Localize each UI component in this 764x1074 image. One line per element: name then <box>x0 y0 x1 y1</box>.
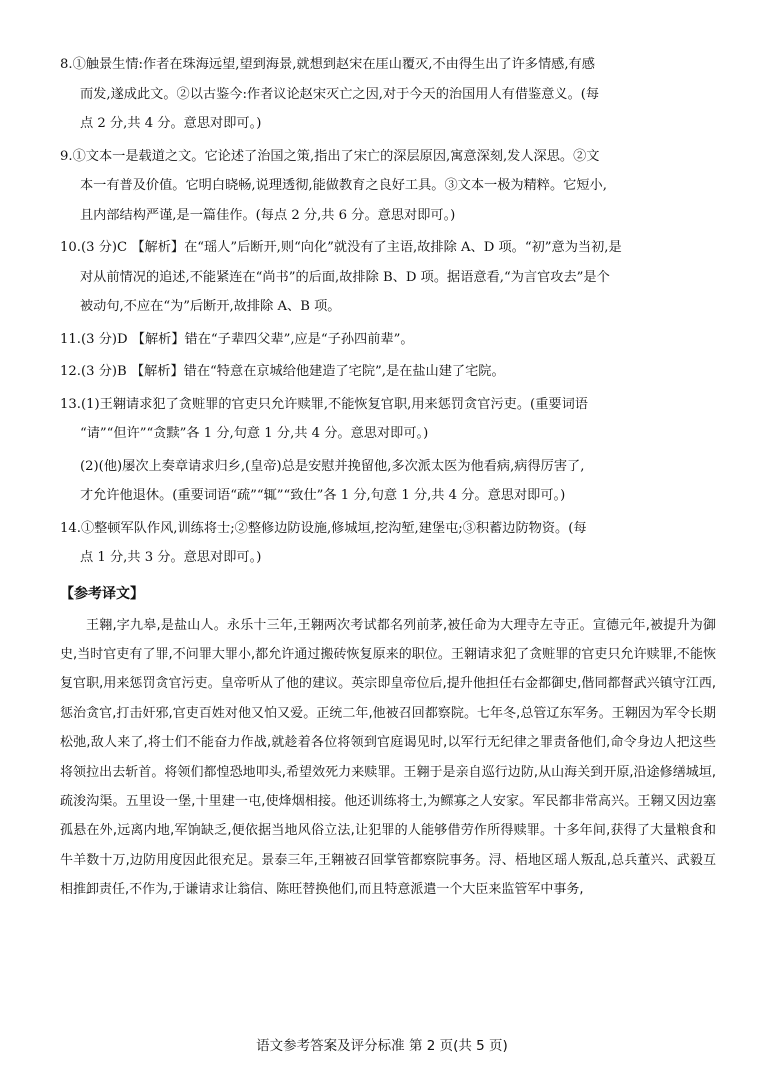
answer-number: 8. <box>60 57 73 72</box>
answer-number: 11. <box>60 331 81 347</box>
answer-line: (2)(他)屡次上奏章请求归乡,(皇帝)总是安慰并挽留他,多次派太医为他看病,病得厉害了, <box>80 458 585 474</box>
answer-item-9 <box>60 142 716 231</box>
answer-line: (3 分)D 【解析】错在“子辈四父辈”,应是“子孙四前辈”。 <box>80 331 414 347</box>
answer-item-10 <box>60 233 716 322</box>
answer-line: 且内部结构严谨,是一篇佳作。(每点 2 分,共 6 分。意思对即可。) <box>80 207 456 223</box>
answer-number: 12. <box>60 364 81 379</box>
answer-number: 13. <box>60 396 81 412</box>
answer-line: (1)王翱请求犯了贪赃罪的官吏只允许赎罪,不能恢复官职,用来惩罚贪官污吏。(重要词语 <box>80 396 588 412</box>
answer-line: 点 2 分,共 4 分。意思对即可。) <box>80 116 262 131</box>
answer-list <box>60 50 716 573</box>
answer-line: ①触景生情:作者在珠海远望,望到海景,就想到赵宋在厓山覆灭,不由得生出了许多情感,有感 <box>72 57 595 72</box>
answer-line: 被动句,不应在“为”后断开,故排除 A、B 项。 <box>80 299 341 314</box>
answer-line: (3 分)B 【解析】错在“特意在京城给他建造了宅院”,是在盐山建了宅院。 <box>80 364 505 379</box>
answer-number: 9. <box>60 148 73 164</box>
page-footer: 语文参考答案及评分标准 第 2 页(共 5 页) <box>256 1038 508 1054</box>
answer-number: 10. <box>60 240 81 255</box>
answer-item-13 <box>60 390 716 449</box>
answer-line: 本一有普及价值。它明白晓畅,说理透彻,能做教育之良好工具。③文本一极为精粹。它短小, <box>80 178 607 193</box>
answer-item-13-part-2 <box>60 452 716 511</box>
answer-item-8 <box>60 50 716 139</box>
answer-line: ①整顿军队作风,训练将士;②整修边防设施,修城垣,挖沟堑,建堡屯;③积蓄边防物资。(每 <box>80 520 587 536</box>
answer-number: 14. <box>60 520 81 536</box>
answer-line: ①文本一是载道之文。它论述了治国之策,指出了宋亡的深层原因,寓意深刻,发人深思。②文 <box>72 148 600 164</box>
answer-line: 而发,遂成此文。②以古鉴今:作者议论赵宋灭亡之因,对于今天的治国用人有借鉴意义。(每 <box>80 86 600 102</box>
answer-line: “请”“但许”“贪黩”各 1 分,句意 1 分,共 4 分。意思对即可。) <box>80 426 429 441</box>
answer-line: (3 分)C 【解析】在“瑶人”后断开,则“向化”就没有了主语,故排除 A、D 项。“初”意为当初,是 <box>80 240 622 255</box>
answer-line: 点 1 分,共 3 分。意思对即可。) <box>80 550 262 565</box>
answer-item-11 <box>60 325 716 355</box>
translation-heading: 【参考译文】 <box>60 585 144 602</box>
answer-line: 对从前情况的追述,不能紧连在“尚书”的后面,故排除 B、D 项。据语意看,“为言官攻去”是个 <box>80 269 610 285</box>
answer-item-12 <box>60 357 716 387</box>
answer-item-14 <box>60 514 716 573</box>
answer-line: 才允许他退休。(重要词语“疏”“辄”“致仕”各 1 分,句意 1 分,共 4 分。意思对即可。) <box>80 488 566 503</box>
translation-paragraph: 王翱,字九皋,是盐山人。永乐十三年,王翱两次考试都名列前茅,被任命为大理寺左寺正。宣德元年,被提升为御史,当时官吏有了罪,不问罪大罪小,都允许通过搬砖恢复原来的职位。王翱请求犯了贪赃罪的官吏只允许赎罪,不能恢复官职,用来惩罚贪官污吏。皇帝听从了他的建议。英宗即皇帝位后,提升他担任右金都御史,偕同都督武兴镇守江西,惩治贪官,打击奸邪,官吏百姓对他又怕又爱。正统二年,他被召回都察院。七年冬,总管辽东军务。王翱因为军令长期松弛,敌人来了,将士们不能奋力作战,就趁着各位将领到官庭谒见时,以军行无纪律之罪责备他们,命令身边人把这些将领拉出去斩首。将领们都惶恐地叩头,希望效死力来赎罪。王翱于是亲自巡行边防,从山海关到开原,沿途修缮城垣,疏浚沟渠。五里设一堡,十里建一屯,使烽烟相接。他还训练将士,为鳏寡之人安家。军民都非常高兴。王翱又因边塞孤悬在外,远离内地,军饷缺乏,便依据当地风俗立法,让犯罪的人能够借劳作所得赎罪。十多年间,获得了大量粮食和牛羊数十万,边防用度因此很充足。景泰三年,王翱被召回掌管都察院事务。浔、梧地区瑶人叛乱,总兵董兴、武毅互相推卸责任,不作为,于谦请求让翁信、陈旺替换他们,而且特意派遣一个大臣来监管军中事务, <box>60 617 716 898</box>
